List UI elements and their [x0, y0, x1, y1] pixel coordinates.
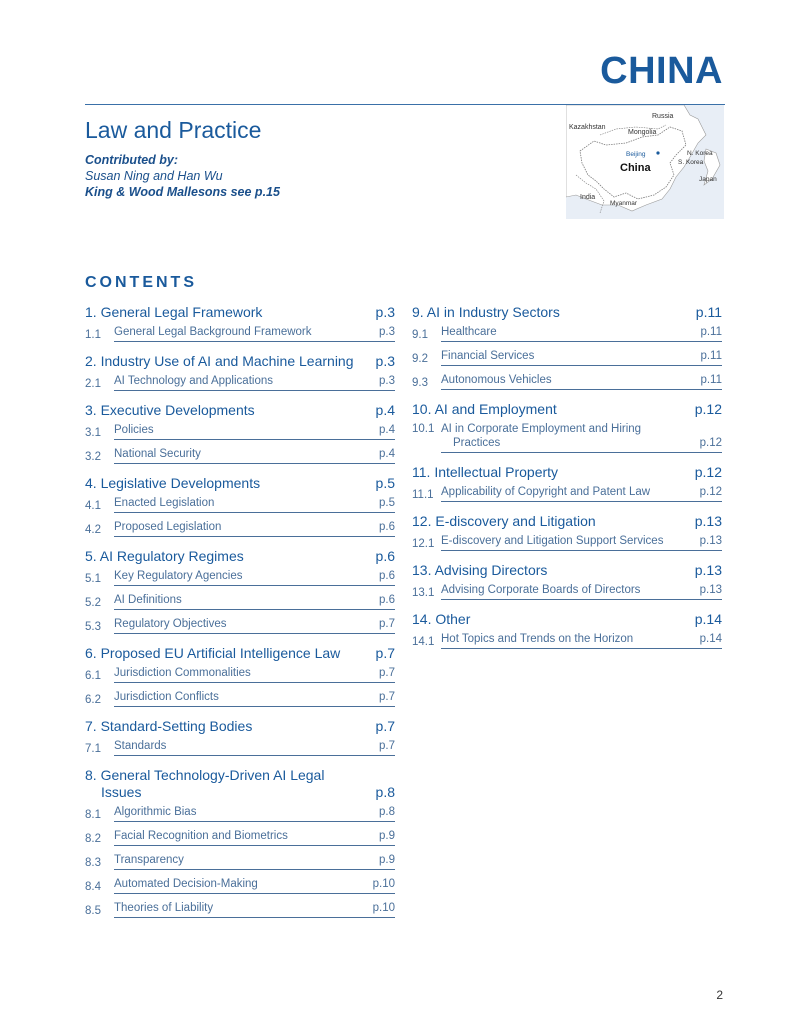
map-label-beijing: Beijing — [626, 151, 646, 158]
toc-section[interactable]: 13. Advising Directors p.13 — [412, 562, 722, 578]
toc-item[interactable]: 14.1 Hot Topics and Trends on the Horizon p.14 — [412, 633, 722, 648]
toc-section[interactable]: 10. AI and Employment p.12 — [412, 401, 722, 417]
toc-item[interactable]: 8.2 Facial Recognition and Biometrics p.9 — [85, 830, 395, 845]
toc-section[interactable]: 3. Executive Developments p.4 — [85, 402, 395, 418]
toc-item[interactable]: 10.1 AI in Corporate Employment and Hiring Practices p.12 — [412, 418, 722, 456]
toc-item[interactable]: 5.1 Key Regulatory Agencies p.6 — [85, 570, 395, 585]
toc-section[interactable]: 4. Legislative Developments p.5 — [85, 475, 395, 491]
map-label-s-korea: S. Korea — [678, 159, 704, 166]
toc-section[interactable]: 12. E-discovery and Litigation p.13 — [412, 513, 722, 529]
document-title: Law and Practice — [85, 117, 262, 143]
toc-item[interactable]: 12.1 E-discovery and Litigation Support Services p.13 — [412, 535, 722, 550]
contents-heading: CONTENTS — [85, 274, 197, 291]
toc-section[interactable]: 11. Intellectual Property p.12 — [412, 464, 722, 480]
toc-item[interactable]: 4.2 Proposed Legislation p.6 — [85, 521, 395, 536]
toc-item[interactable]: 1.1 General Legal Background Framework p.3 — [85, 326, 395, 341]
map-label-kazakhstan: Kazakhstan — [569, 124, 606, 131]
page-number: 2 — [716, 988, 723, 1002]
beijing-dot — [656, 151, 659, 154]
toc-section[interactable]: 5. AI Regulatory Regimes p.6 — [85, 548, 395, 564]
toc-section[interactable]: 7. Standard-Setting Bodies p.7 — [85, 718, 395, 734]
toc-section[interactable]: 9. AI in Industry Sectors p.11 — [412, 304, 722, 320]
toc-item[interactable]: 8.1 Algorithmic Bias p.8 — [85, 806, 395, 821]
toc-item[interactable]: 9.1 Healthcare p.11 — [412, 326, 722, 341]
toc-item[interactable]: 5.2 AI Definitions p.6 — [85, 594, 395, 609]
toc-item[interactable]: 9.2 Financial Services p.11 — [412, 350, 722, 365]
toc-item[interactable]: 2.1 AI Technology and Applications p.3 — [85, 375, 395, 390]
contributed-by-label: Contributed by: — [85, 153, 179, 167]
toc-item[interactable]: 8.5 Theories of Liability p.10 — [85, 902, 395, 917]
toc-section[interactable]: 8. General Technology-Driven AI Legal Issues p.8 — [85, 767, 395, 800]
toc-item[interactable]: 8.3 Transparency p.9 — [85, 854, 395, 869]
toc-item[interactable]: 9.3 Autonomous Vehicles p.11 — [412, 374, 722, 389]
toc-item[interactable]: 4.1 Enacted Legislation p.5 — [85, 497, 395, 512]
map-label-n-korea: N. Korea — [687, 150, 713, 157]
toc-section[interactable]: 2. Industry Use of AI and Machine Learning p.3 — [85, 353, 395, 369]
toc-item[interactable]: 7.1 Standards p.7 — [85, 740, 395, 755]
toc-item[interactable]: 3.1 Policies p.4 — [85, 424, 395, 439]
toc-section[interactable]: 14. Other p.14 — [412, 611, 722, 627]
country-title: CHINA — [600, 50, 723, 92]
toc-item[interactable]: 5.3 Regulatory Objectives p.7 — [85, 618, 395, 633]
map-label-russia: Russia — [652, 113, 674, 120]
toc-item[interactable]: 6.1 Jurisdiction Commonalities p.7 — [85, 667, 395, 682]
toc-section[interactable]: 1. General Legal Framework p.3 — [85, 304, 395, 320]
firm-link[interactable]: King & Wood Mallesons see p.15 — [85, 185, 280, 199]
toc-item[interactable]: 8.4 Automated Decision-Making p.10 — [85, 878, 395, 893]
toc-item[interactable]: 3.2 National Security p.4 — [85, 448, 395, 463]
map-label-japan: Japan — [699, 176, 717, 183]
toc-item[interactable]: 11.1 Applicability of Copyright and Patent Law p.12 — [412, 486, 722, 501]
map-label-myanmar: Myanmar — [610, 200, 638, 207]
toc-section[interactable]: 6. Proposed EU Artificial Intelligence Law p.7 — [85, 645, 395, 661]
china-map — [566, 105, 724, 219]
authors: Susan Ning and Han Wu — [85, 169, 223, 183]
contents-left-column — [85, 304, 395, 921]
map-label-india: India — [580, 194, 596, 201]
map-label-china: China — [620, 162, 651, 174]
toc-item[interactable]: 13.1 Advising Corporate Boards of Directors p.13 — [412, 584, 722, 599]
map-label-mongolia: Mongolia — [628, 129, 657, 136]
toc-item[interactable]: 6.2 Jurisdiction Conflicts p.7 — [85, 691, 395, 706]
contents-right-column — [412, 304, 722, 652]
contributors — [85, 152, 280, 200]
